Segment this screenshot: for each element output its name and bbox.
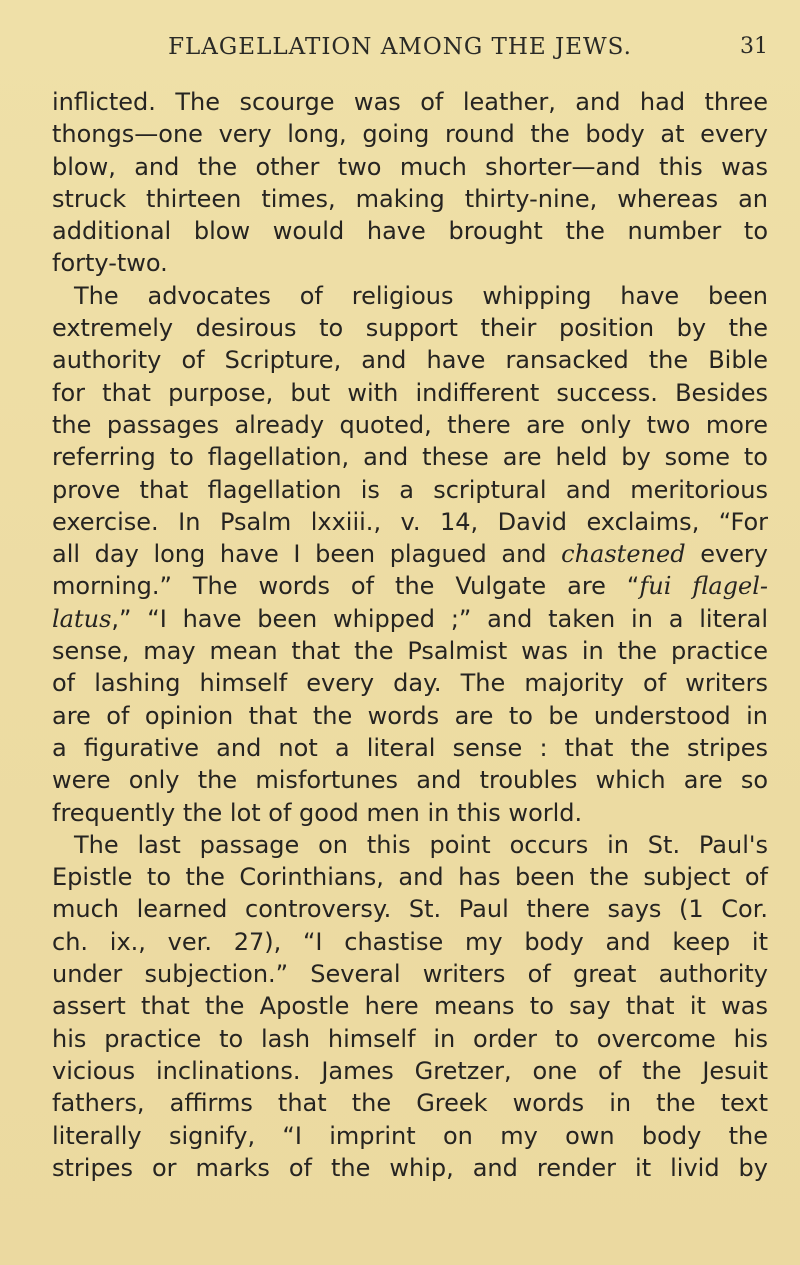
page-number: 31: [740, 34, 768, 59]
text-line: additional blow would have brought the number to: [52, 217, 768, 246]
text-line: Epistle to the Corinthians, and has been the subject of: [52, 863, 768, 892]
text-line: forty-two.: [52, 249, 168, 278]
text-segment: ,” “I have been whipped ;” and taken in a literal: [111, 604, 768, 633]
text-line: frequently the lot of good men in this world.: [52, 798, 583, 827]
text-line: literally signify, “I imprint on my own body the: [52, 1121, 768, 1150]
text-line: authority of Scripture, and have ransacked the Bible: [52, 346, 768, 375]
text-line: [52, 538, 768, 570]
text-line: extremely desirous to support their position by the: [52, 314, 768, 343]
text-line: vicious inclinations. James Gretzer, one of the Jesuit: [52, 1056, 768, 1085]
text-line: a figurative and not a literal sense : that the stripes: [52, 733, 768, 762]
text-line: ch. ix., ver. 27), “I chastise my body and keep it: [52, 927, 768, 956]
text-line: are of opinion that the words are to be understood in: [52, 701, 768, 730]
text-line: stripes or marks of the whip, and render it livid by: [52, 1153, 768, 1182]
text-segment: all day long have I been plagued and: [52, 540, 562, 569]
text-line: thongs—one very long, going round the body at every: [52, 120, 768, 149]
italic-segment: fui flagel-: [639, 572, 769, 601]
text-line: his practice to lash himself in order to overcome his: [52, 1024, 768, 1053]
body-text: [52, 86, 768, 1184]
text-line: exercise. In Psalm lxxiii., v. 14, David exclaims, “For: [52, 507, 768, 536]
text-line: much learned controversy. St. Paul there says (1 Cor.: [52, 895, 768, 924]
page-header: [0, 30, 800, 70]
text-line: blow, and the other two much shorter—and this was: [52, 152, 768, 181]
italic-segment: latus: [52, 604, 112, 633]
text-line: of lashing himself every day. The majority of writers: [52, 669, 768, 698]
text-line: The advocates of religious whipping have been: [74, 281, 768, 310]
text-line: for that purpose, but with indifferent success. Besides: [52, 378, 768, 407]
text-line: [52, 603, 768, 635]
text-line: [52, 570, 768, 602]
text-line: the passages already quoted, there are only two more: [52, 410, 768, 439]
running-head: FLAGELLATION AMONG THE JEWS.: [168, 34, 632, 60]
text-line: under subjection.” Several writers of great authority: [52, 960, 768, 989]
italic-segment: chastened: [561, 540, 686, 569]
text-line: fathers, affirms that the Greek words in the text: [52, 1089, 768, 1118]
text-line: were only the misfortunes and troubles which are so: [52, 766, 768, 795]
text-line: referring to flagellation, and these are held by some to: [52, 443, 768, 472]
text-line: struck thirteen times, making thirty-nine, whereas an: [52, 184, 768, 213]
text-segment: morning.” The words of the Vulgate are “: [52, 572, 640, 601]
text-line: assert that the Apostle here means to say that it was: [52, 992, 768, 1021]
text-line: prove that flagellation is a scriptural and meritorious: [52, 475, 768, 504]
text-line: sense, may mean that the Psalmist was in the practice: [52, 637, 768, 666]
text-line: inflicted. The scourge was of leather, and had three: [52, 88, 768, 116]
text-segment: every: [685, 540, 768, 569]
text-line: The last passage on this point occurs in St. Paul's: [74, 830, 768, 859]
